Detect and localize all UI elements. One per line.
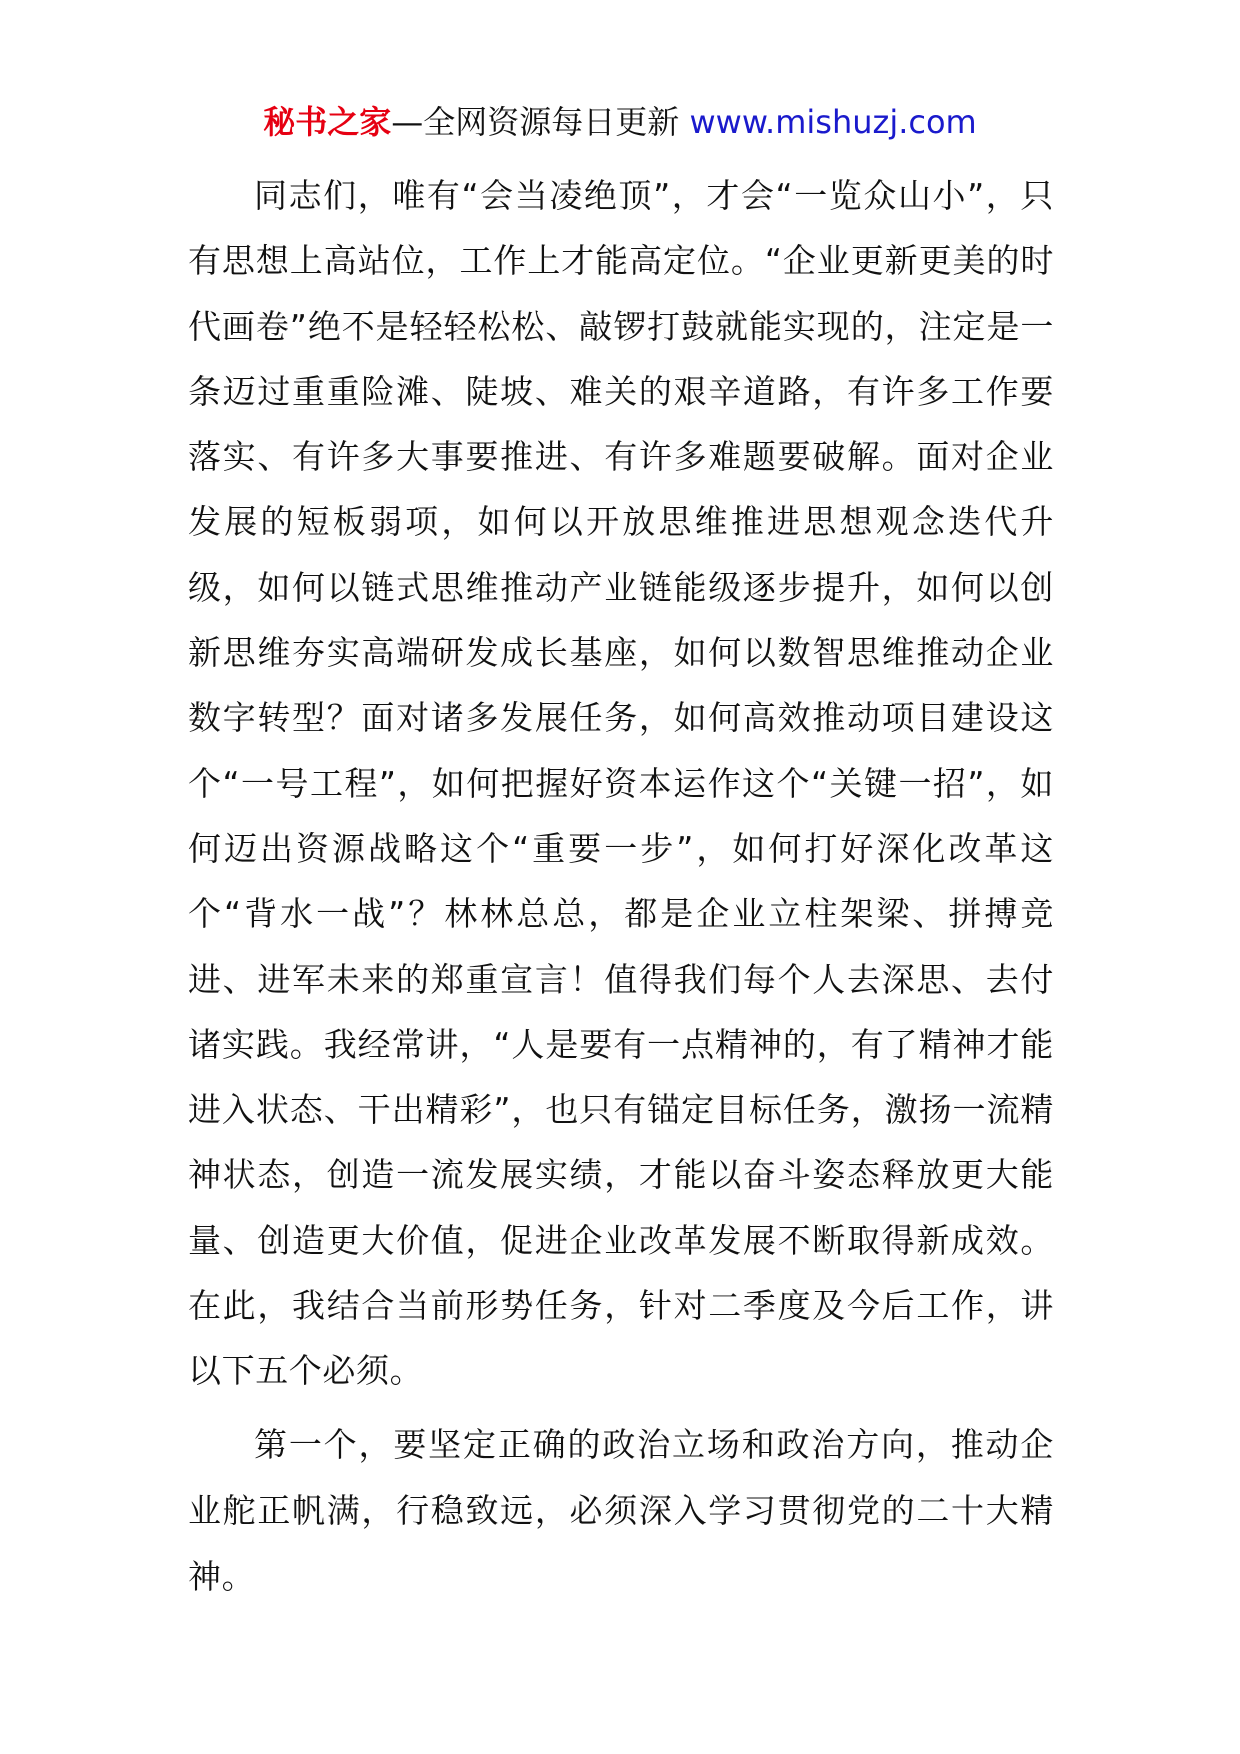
body-paragraph: 第一个，要坚定正确的政治立场和政治方向，推动企业舵正帆满，行稳致远，必须深入学习贯彻党的二十大精神。: [188, 1424, 1054, 1596]
header-tagline: —全网资源每日更新: [391, 103, 680, 141]
document-body: [188, 163, 1054, 1610]
site-header: [0, 100, 1240, 144]
site-url-link[interactable]: www.mishuzj.com: [689, 103, 977, 141]
body-paragraph: 同志们，唯有“会当凌绝顶”，才会“一览众山小”，只有思想上高站位，工作上才能高定位。“企业更新更美的时代画卷”绝不是轻轻松松、敲锣打鼓就能实现的，注定是一条迈过重重险滩、陡坡、难关的艰辛道路，有许多工作要落实、有许多大事要推进、有许多难题要破解。面对企业发展的短板弱项，如何以开放思维推进思想观念迭代升级，如何以链式思维推动产业链能级逐步提升，如何以创新思维夯实高端研发成长基座，如何以数智思维推动企业数字转型？面对诸多发展任务，如何高效推动项目建设这个“一号工程”，如何把握好资本运作这个“关键一招”，如何迈出资源战略这个“重要一步”，如何打好深化改革这个“背水一战”？林林总总，都是企业立柱架梁、拼搏竞进、进军未来的郑重宣言！值得我们每个人去深思、去付诸实践。我经常讲，“人是要有一点精神的，有了精神才能进入状态、干出精彩”，也只有锚定目标任务，激扬一流精神状态，创造一流发展实绩，才能以奋斗姿态释放更大能量、创造更大价值，促进企业改革发展不断取得新成效。在此，我结合当前形势任务，针对二季度及今后工作，讲以下五个必须。: [188, 176, 1054, 1391]
brand-name: 秘书之家: [263, 103, 392, 141]
